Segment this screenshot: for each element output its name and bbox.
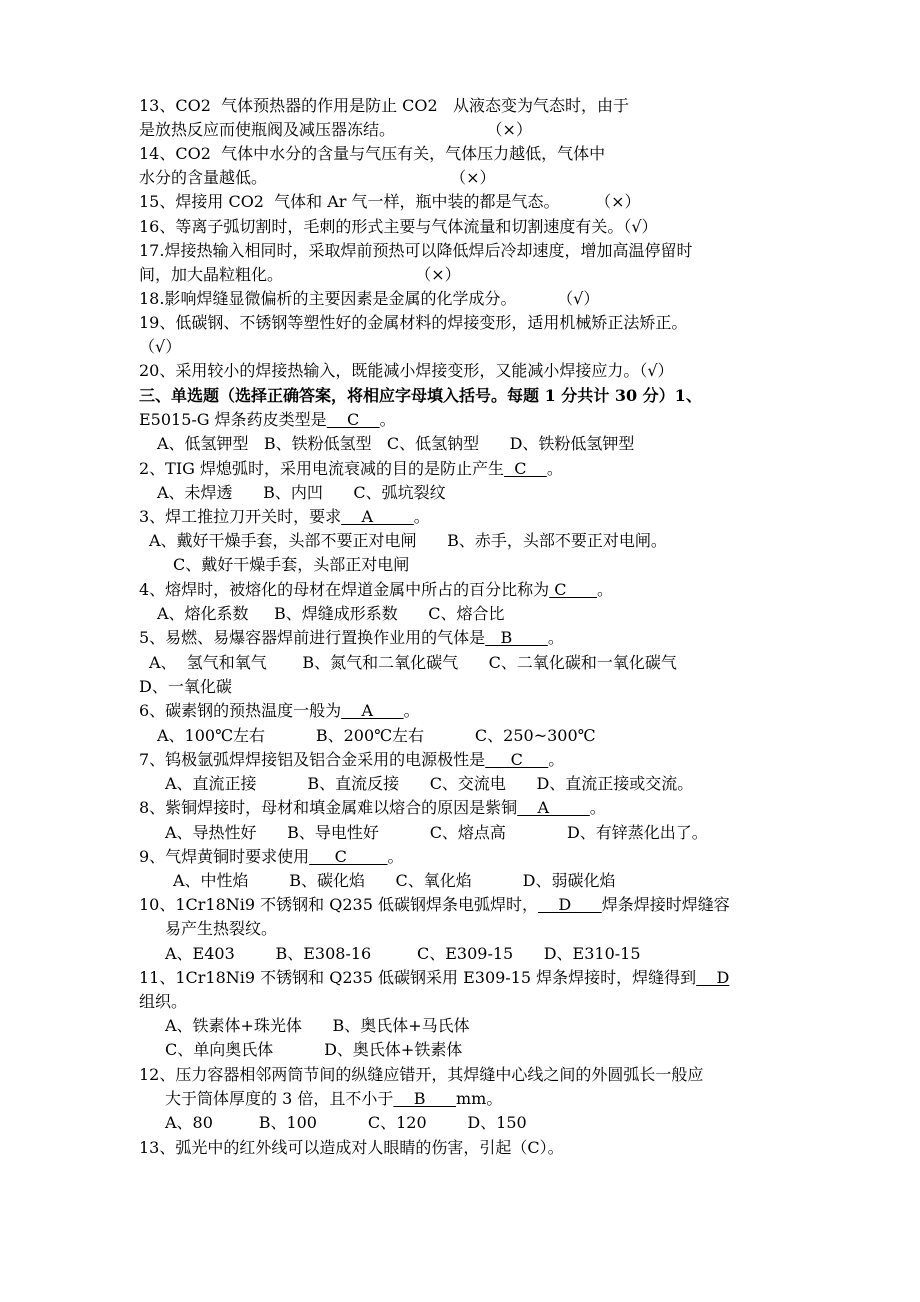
question-text-end: 。 [547, 628, 564, 647]
question-text: 4、熔焊时，被熔化的母材在焊道金属中所占的百分比称为 [139, 580, 550, 599]
text-line [139, 457, 563, 481]
answer-blank: A [341, 507, 414, 526]
text-line [139, 796, 606, 820]
text-line [139, 408, 396, 432]
answer-blank: B [485, 628, 548, 647]
question-text: 8、紫铜焊接时，母材和填金属难以熔合的原因是紫铜 [139, 798, 518, 817]
text-line: A、戴好干燥手套，头部不要正对电闸 B、赤手，头部不要正对电闸。 [149, 531, 667, 550]
text-line: A、导热性好 B、导电性好 C、熔点高 D、有锌蒸化出了。 [165, 823, 708, 842]
answer-blank: C [504, 459, 547, 478]
answer-blank: D [696, 968, 730, 987]
text-line: C、单向奥氏体 D、奥氏体+铁素体 [165, 1040, 463, 1059]
question-text-end: 。 [403, 701, 420, 720]
question-text-end: 。 [589, 798, 606, 817]
answer-blank: C [326, 410, 380, 429]
text-line: 13、弧光中的红外线可以造成对人眼睛的伤害，引起（C）。 [139, 1138, 564, 1157]
text-line: A、中性焰 B、碳化焰 C、氧化焰 D、弱碳化焰 [173, 871, 616, 890]
text-line: 间，加大晶粒粗化。 （×） [139, 265, 461, 284]
text-line [165, 1087, 502, 1111]
text-line: A、E403 B、E308-16 C、E309-15 D、E310-15 [165, 944, 641, 963]
question-text-end: 。 [548, 750, 565, 769]
answer-blank: D [538, 895, 602, 914]
text-line: 20、采用较小的焊接热输入，既能减小焊接变形，又能减小焊接应力。（√） [139, 361, 674, 380]
text-line: 16、等离子弧切割时，毛刺的形式主要与气体流量和切割速度有关。（√） [139, 217, 658, 236]
question-text-end: 。 [413, 507, 430, 526]
answer-blank: C [485, 750, 549, 769]
question-text-end: 。 [597, 580, 614, 599]
text-line: C、戴好干燥手套，头部正对电闸 [173, 555, 410, 574]
answer-blank: C [549, 580, 598, 599]
text-line: 易产生热裂纹。 [165, 919, 278, 938]
text-line: A、熔化系数 B、焊缝成形系数 C、熔合比 [157, 604, 505, 623]
text-line: 三、单选题（选择正确答案，将相应字母填入括号。每题 1 分共计 30 分）1、 [139, 386, 702, 405]
text-line [139, 893, 730, 917]
text-line [139, 748, 564, 772]
question-text: 10、1Cr18Ni9 不锈钢和 Q235 低碳钢焊条电弧焊时， [139, 895, 539, 914]
question-text: 6、碳素钢的预热温度一般为 [139, 701, 342, 720]
text-line: A、低氢钾型 B、铁粉低氢型 C、低氢钠型 D、铁粉低氢钾型 [157, 434, 635, 453]
text-line [139, 966, 729, 990]
text-line: 12、压力容器相邻两筒节间的纵缝应错开，其焊缝中心线之间的外圆弧长一般应 [139, 1065, 704, 1084]
text-line: （√） [139, 337, 182, 356]
text-line [139, 845, 404, 869]
answer-blank: B [393, 1089, 456, 1108]
text-line: A、 氢气和氧气 B、氮气和二氧化碳气 C、二氧化碳和一氧化碳气 [149, 653, 677, 672]
text-line: A、未焊透 B、内凹 C、弧坑裂纹 [157, 483, 446, 502]
text-line: 15、焊接用 CO2 气体和 Ar 气一样，瓶中装的都是气态。 （×） [139, 192, 641, 211]
question-text: 3、焊工推拉刀开关时，要求 [139, 507, 342, 526]
text-line [139, 578, 613, 602]
text-line: 水分的含量越低。 （×） [139, 168, 496, 187]
text-line: A、直流正接 B、直流反接 C、交流电 D、直流正接或交流。 [165, 774, 694, 793]
text-line: A、铁素体+珠光体 B、奥氏体+马氏体 [165, 1016, 470, 1035]
text-line: A、100℃左右 B、200℃左右 C、250~300℃ [157, 726, 596, 745]
answer-blank: A [341, 701, 404, 720]
answer-blank: C [309, 847, 388, 866]
text-line: 组织。 [139, 992, 188, 1011]
question-text: 2、TIG 焊熄弧时，采用电流衰减的目的是防止产生 [139, 459, 505, 478]
text-line: 19、低碳钢、不锈钢等塑性好的金属材料的焊接变形，适用机械矫正法矫正。 [139, 313, 688, 332]
text-line [139, 699, 420, 723]
text-line: 13、CO2 气体预热器的作用是防止 CO2 从液态变为气态时，由于 [139, 96, 629, 115]
text-line: D、一氧化碳 [139, 677, 232, 696]
answer-blank: A [517, 798, 590, 817]
question-text: 7、钨极氩弧焊焊接铝及铝合金采用的电源极性是 [139, 750, 486, 769]
question-text-end: 焊条焊接时焊缝容 [601, 895, 730, 914]
text-line [139, 505, 430, 529]
text-line: 14、CO2 气体中水分的含量与气压有关，气体压力越低，气体中 [139, 144, 606, 163]
question-text: 11、1Cr18Ni9 不锈钢和 Q235 低碳钢采用 E309-15 焊条焊接时，焊缝得到 [139, 968, 697, 987]
question-text-end: mm。 [455, 1089, 503, 1108]
text-line: 是放热反应而使瓶阀及减压器冻结。 （×） [139, 120, 532, 139]
text-line [139, 626, 564, 650]
question-text-end: 。 [379, 410, 396, 429]
question-text: E5015-G 焊条药皮类型是 [139, 410, 327, 429]
question-text-end: 。 [546, 459, 563, 478]
text-line: 18.影响焊缝显微偏析的主要因素是金属的化学成分。 （√） [139, 289, 600, 308]
question-text-end: 。 [387, 847, 404, 866]
question-text: 大于筒体厚度的 3 倍，且不小于 [165, 1089, 394, 1108]
text-line: 17.焊接热输入相同时，采取焊前预热可以降低焊后冷却速度，增加高温停留时 [139, 241, 693, 260]
question-text: 9、气焊黄铜时要求使用 [139, 847, 310, 866]
text-line: A、80 B、100 C、120 D、150 [165, 1113, 527, 1132]
question-text: 5、易燃、易爆容器焊前进行置换作业用的气体是 [139, 628, 486, 647]
